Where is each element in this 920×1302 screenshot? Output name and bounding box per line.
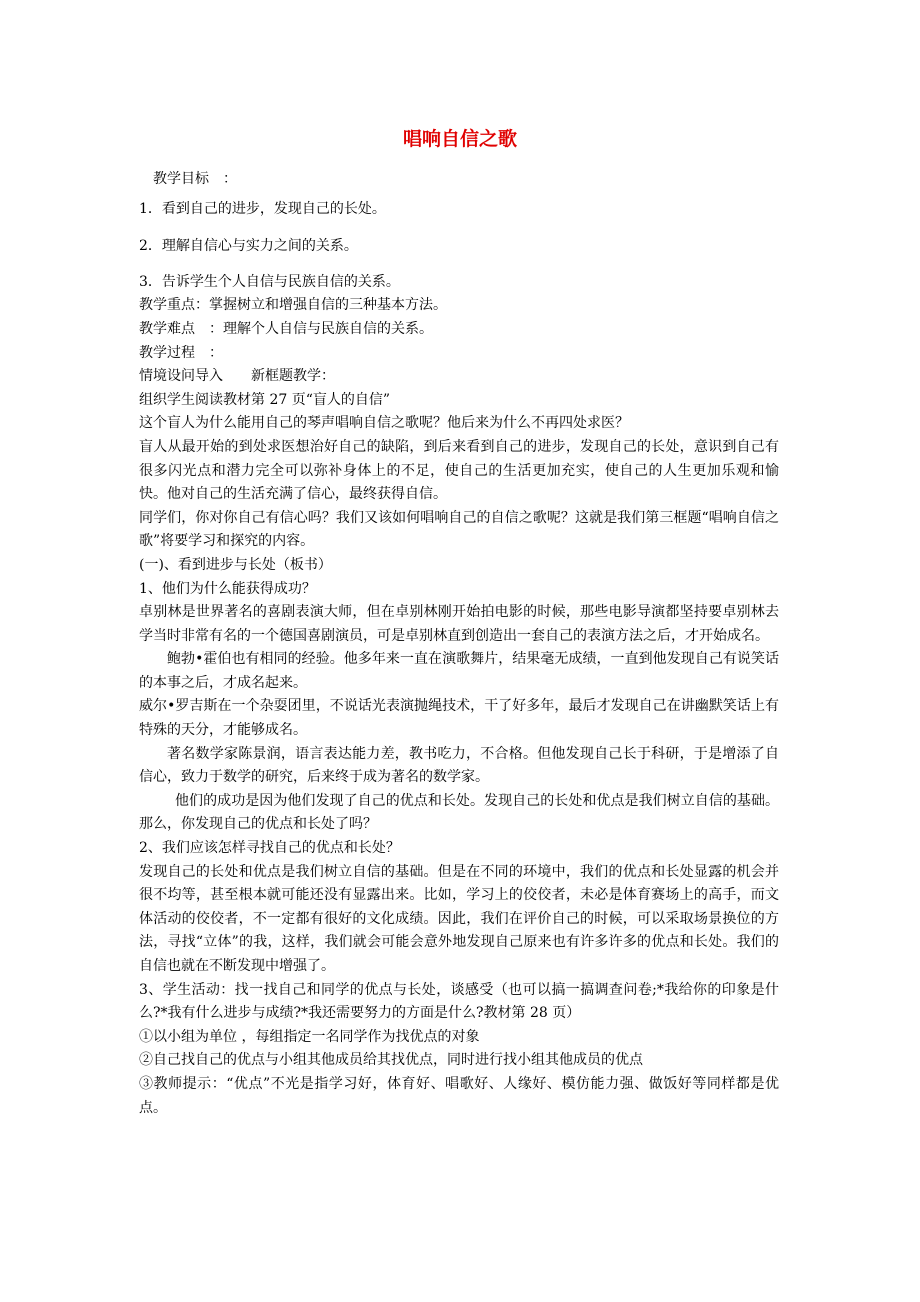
paragraph: 教学重点：掌握树立和增强自信的三种基本方法。 xyxy=(139,297,447,314)
paragraph: 教学目标 ： xyxy=(153,171,237,187)
paragraph: 3、学生活动：找一找自己和同学的优点与长处，谈感受（也可以搞一搞调查问卷;*我给你的印象是什么?*我有什么进步与成绩?*我还需要努力的方面是什么?教材第 28 页） xyxy=(139,981,779,1022)
paragraph: 2．理解自信心与实力之间的关系。 xyxy=(139,238,358,255)
paragraph: 情境设问导入 新框题教学： xyxy=(139,368,335,385)
paragraph: ①以小组为单位 ，每组指定一名同学作为找优点的对象 xyxy=(139,1028,480,1045)
paragraph: 教学过程 ： xyxy=(139,344,223,361)
paragraph: 组织学生阅读教材第 27 页“盲人的自信” xyxy=(139,391,391,408)
document-body xyxy=(139,168,779,1120)
paragraph: (一)、看到进步与长处（板书） xyxy=(139,556,332,573)
paragraph: 盲人从最开始的到处求医想治好自己的缺陷，到后来看到自己的进步，发现自己的长处，意识到自己有很多闪光点和潜力完全可以弥补身体上的不足，使自己的生活更加充实，使自己的人生更加乐观和愉快。他对自己的生活充满了信心，最终获得自信。 xyxy=(139,438,779,503)
paragraph: 著名数学家陈景润，语言表达能力差，教书吃力，不合格。但他发现自己长于科研，于是增添了自信心，致力于数学的研究，后来终于成为著名的数学家。 xyxy=(139,745,779,786)
paragraph: ②自己找自己的优点与小组其他成员给其找优点，同时进行找小组其他成员的优点 xyxy=(139,1052,643,1069)
paragraph: 鲍勃•霍伯也有相同的经验。他多年来一直在演歌舞片，结果毫无成绩，一直到他发现自己有说笑话的本事之后，才成名起来。 xyxy=(139,651,779,691)
document-title: 唱响自信之歌 xyxy=(402,128,517,150)
paragraph: 1、他们为什么能获得成功？ xyxy=(139,580,316,597)
paragraph: 他们的成功是因为他们发现了自己的优点和长处。发现自己的长处和优点是我们树立自信的基础。那么，你发现自己的优点和长处了吗？ xyxy=(139,792,779,833)
paragraph: 2、我们应该怎样寻找自己的优点和长处？ xyxy=(139,840,400,857)
paragraph: 3．告诉学生个人自信与民族自信的关系。 xyxy=(139,273,400,290)
paragraph: 威尔•罗吉斯在一个杂耍团里，不说话光表演抛绳技术，干了好多年，最后才发现自己在讲幽默笑话上有特殊的天分，才能够成名。 xyxy=(139,698,779,739)
paragraph: ③教师提示：“优点”不光是指学习好，体育好、唱歌好、人缘好、模仿能力强、做饭好等同样都是优点。 xyxy=(139,1075,779,1116)
paragraph: 教学难点 ：理解个人自信与民族自信的关系。 xyxy=(139,320,433,337)
paragraph: 同学们，你对你自己有信心吗？我们又该如何唱响自己的自信之歌呢？这就是我们第三框题“唱响自信之歌”将要学习和探究的内容。 xyxy=(139,509,779,550)
paragraph: 发现自己的长处和优点是我们树立自信的基础。但是在不同的环境中，我们的优点和长处显露的机会并很不均等，甚至根本就可能还没有显露出来。比如，学习上的佼佼者，未必是体育赛场上的高手，而文体活动的佼佼者，不一定都有很好的文化成绩。因此，我们在评价自己的时候，可以采取场景换位的方法，寻找“立体”的我，这样，我们就会可能会意外地发现自己原来也有许多许多的优点和长处。我们的自信也就在不断发现中增强了。 xyxy=(139,863,779,974)
paragraph: 这个盲人为什么能用自己的琴声唱响自信之歌呢？他后来为什么不再四处求医？ xyxy=(139,415,629,432)
paragraph: 1．看到自己的进步，发现自己的长处。 xyxy=(139,200,386,217)
paragraph: 卓别林是世界著名的喜剧表演大师，但在卓别林刚开始拍电影的时候，那些电影导演都坚持要卓别林去学当时非常有名的一个德国喜剧演员，可是卓别林直到创造出一套自己的表演方法之后，才开始成名。 xyxy=(139,604,779,644)
